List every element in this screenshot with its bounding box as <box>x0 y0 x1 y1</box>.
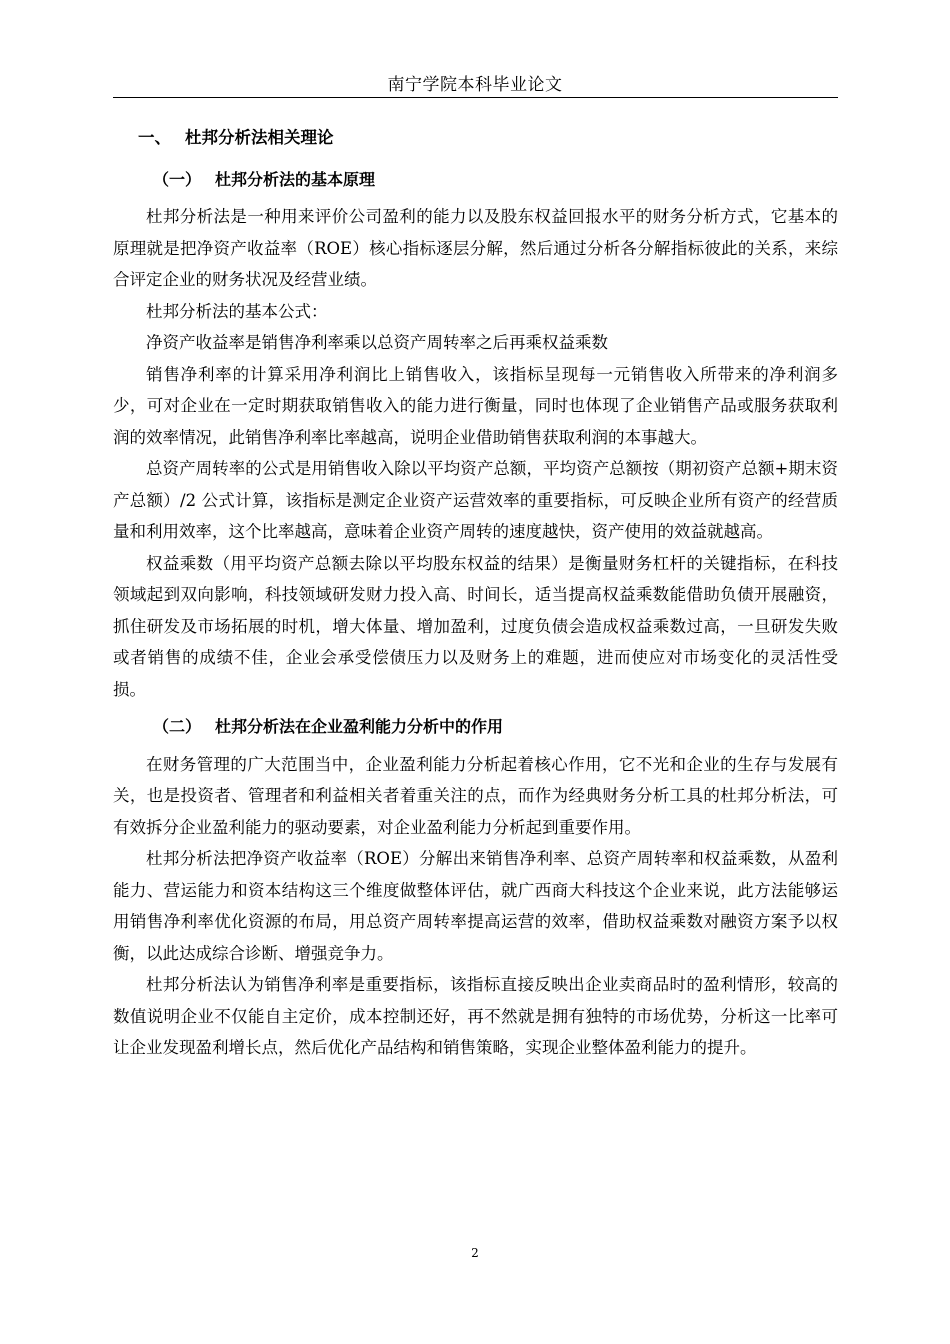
formula-text: 净资产收益率是销售净利率乘以总资产周转率之后再乘权益乘数 <box>146 333 608 352</box>
running-header: 南宁学院本科毕业论文 <box>387 75 563 95</box>
paragraph: 在财务管理的广大范围当中，企业盈利能力分析起着核心作用，它不光和企业的生存与发展有关，也是投资者、管理者和利益相关者着重关注的点，而作为经典财务分析工具的杜邦分析法，可有效拆分企业盈利能力的驱动要素，对企业盈利能力分析起到重要作用。 <box>113 754 838 837</box>
page-number: 2 <box>471 1246 479 1260</box>
paragraph: 总资产周转率的公式是用销售收入除以平均资产总额，平均资产总额按（期初资产总额+期末资产总额）/2 公式计算，该指标是测定企业资产运营效率的重要指标，可反映企业所有资产的经营质量和利用效率，这个比率越高，意味着企业资产周转的速度越快，资产使用的效益就越高。 <box>113 459 838 541</box>
paragraph: 权益乘数（用平均资产总额去除以平均股东权益的结果）是衡量财务杠杆的关键指标，在科技领域起到双向影响，科技领域研发财力投入高、时间长，适当提高权益乘数能借助负债开展融资，抓住研发及市场拓展的时机，增大体量、增加盈利，过度负债会造成权益乘数过高，一旦研发失败或者销售的成绩不佳，企业会承受偿债压力以及财务上的难题，进而使应对市场变化的灵活性受损。 <box>113 553 838 699</box>
paragraph: 杜邦分析法把净资产收益率（ROE）分解出来销售净利率、总资产周转率和权益乘数，从盈利能力、营运能力和资本结构这三个维度做整体评估，就广西商大科技这个企业来说，此方法能够运用销售净利率优化资源的布局，用总资产周转率提高运营的效率，借助权益乘数对融资方案予以权衡，以此达成综合诊断、增强竞争力。 <box>113 849 838 963</box>
subsection-number: （一） <box>153 169 202 189</box>
header-divider <box>113 97 838 98</box>
subsection-heading <box>153 711 838 743</box>
paragraph: 销售净利率的计算采用净利润比上销售收入，该指标呈现每一元销售收入所带来的净利润多少，可对企业在一定时期获取销售收入的能力进行衡量，同时也体现了企业销售产品或服务获取利润的效率情况，此销售净利率比率越高，说明企业借助销售获取利润的本事越大。 <box>113 364 838 447</box>
subsection-number: （二） <box>153 717 202 736</box>
subsection-title: 杜邦分析法的基本原理 <box>215 169 376 189</box>
subsection-heading <box>153 164 838 196</box>
paragraph: 杜邦分析法是一种用来评价公司盈利的能力以及股东权益回报水平的财务分析方式，它基本的原理就是把净资产收益率（ROE）核心指标逐层分解，然后通过分析各分解指标彼此的关系，来综合评定企业的财务状况及经营业绩。 <box>113 207 838 289</box>
subsection-title: 杜邦分析法在企业盈利能力分析中的作用 <box>215 717 504 736</box>
section-title: 杜邦分析法相关理论 <box>185 128 334 147</box>
section-number: 一、 <box>138 128 171 147</box>
page-body <box>113 122 838 1064</box>
paragraph: 杜邦分析法认为销售净利率是重要指标，该指标直接反映出企业卖商品时的盈利情形，较高的数值说明企业不仅能自主定价，成本控制还好，再不然就是拥有独特的市场优势，分析这一比率可让企业发现盈利增长点，然后优化产品结构和销售策略，实现企业整体盈利能力的提升。 <box>113 975 838 1057</box>
section-heading <box>138 122 838 154</box>
paragraph: 杜邦分析法的基本公式： <box>146 301 328 321</box>
